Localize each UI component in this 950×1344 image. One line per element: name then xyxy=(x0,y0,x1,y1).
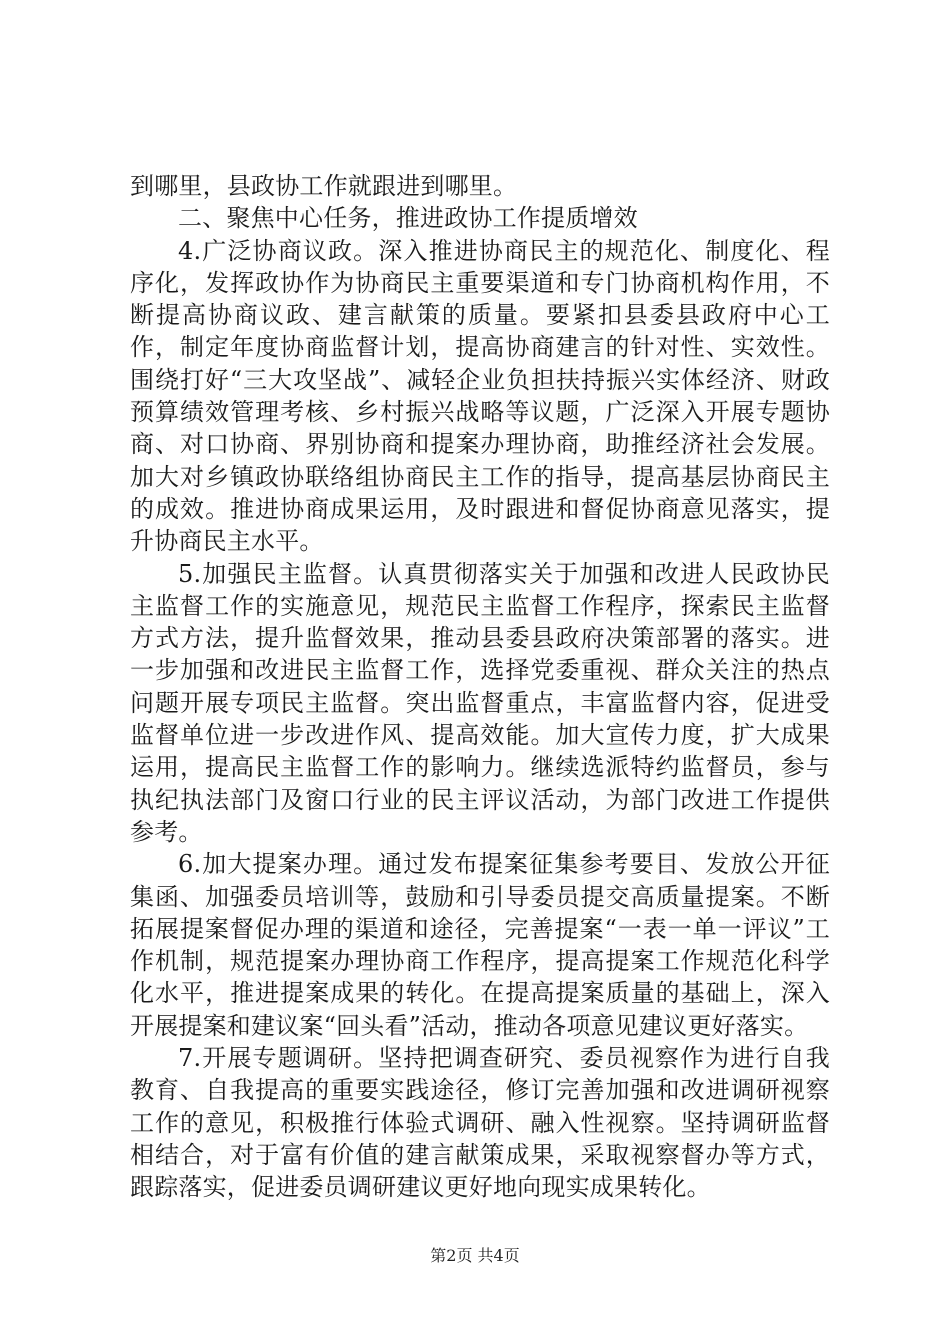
paragraph-item-4: 4.广泛协商议政。深入推进协商民主的规范化、制度化、程序化，发挥政协作为协商民主重要渠道和专门协商机构作用，不断提高协商议政、建言献策的质量。要紧扣县委县政府中心工作，制定年度协商监督计划，提高协商建言的针对性、实效性。围绕打好“三大攻坚战”、减轻企业负担扶持振兴实体经济、财政预算绩效管理考核、乡村振兴战略等议题，广泛深入开展专题协商、对口协商、界别协商和提案办理协商，助推经济社会发展。加大对乡镇政协联络组协商民主工作的指导，提高基层协商民主的成效。推进协商成果运用，及时跟进和督促协商意见落实，提升协商民主水平。 xyxy=(130,236,830,556)
page-number-footer: 第2页 共4页 xyxy=(430,1246,520,1265)
paragraph-item-5: 5.加强民主监督。认真贯彻落实关于加强和改进人民政协民主监督工作的实施意见，规范民主监督工作程序，探索民主监督方式方法，提升监督效果，推动县委县政府决策部署的落实。进一步加强和改进民主监督工作，选择党委重视、群众关注的热点问题开展专项民主监督。突出监督重点，丰富监督内容，促进受监督单位进一步改进作风、提高效能。加大宣传力度，扩大成果运用，提高民主监督工作的影响力。继续选派特约监督员，参与执纪执法部门及窗口行业的民主评议活动，为部门改进工作提供参考。 xyxy=(130,559,830,846)
paragraph-item-6: 6.加大提案办理。通过发布提案征集参考要目、发放公开征集函、加强委员培训等，鼓励和引导委员提交高质量提案。不断拓展提案督促办理的渠道和途径，完善提案“一表一单一评议”工作机制，规范提案办理协商工作程序，提高提案工作规范化科学化水平，推进提案成果的转化。在提高提案质量的基础上，深入开展提案和建议案“回头看”活动，推动各项意见建议更好落实。 xyxy=(130,850,830,1040)
paragraph-item-7: 7.开展专题调研。坚持把调查研究、委员视察作为进行自我教育、自我提高的重要实践途径，修订完善加强和改进调研视察工作的意见，积极推行体验式调研、融入性视察。坚持调研监督相结合，对于富有价值的建言献策成果，采取视察督办等方式，跟踪落实，促进委员调研建议更好地向现实成果转化。 xyxy=(130,1044,830,1202)
section-heading: 二、聚焦中心任务，推进政协工作提质增效 xyxy=(178,204,638,233)
paragraph-continuation: 到哪里，县政协工作就跟进到哪里。 xyxy=(130,172,518,200)
document-body xyxy=(130,170,830,1204)
